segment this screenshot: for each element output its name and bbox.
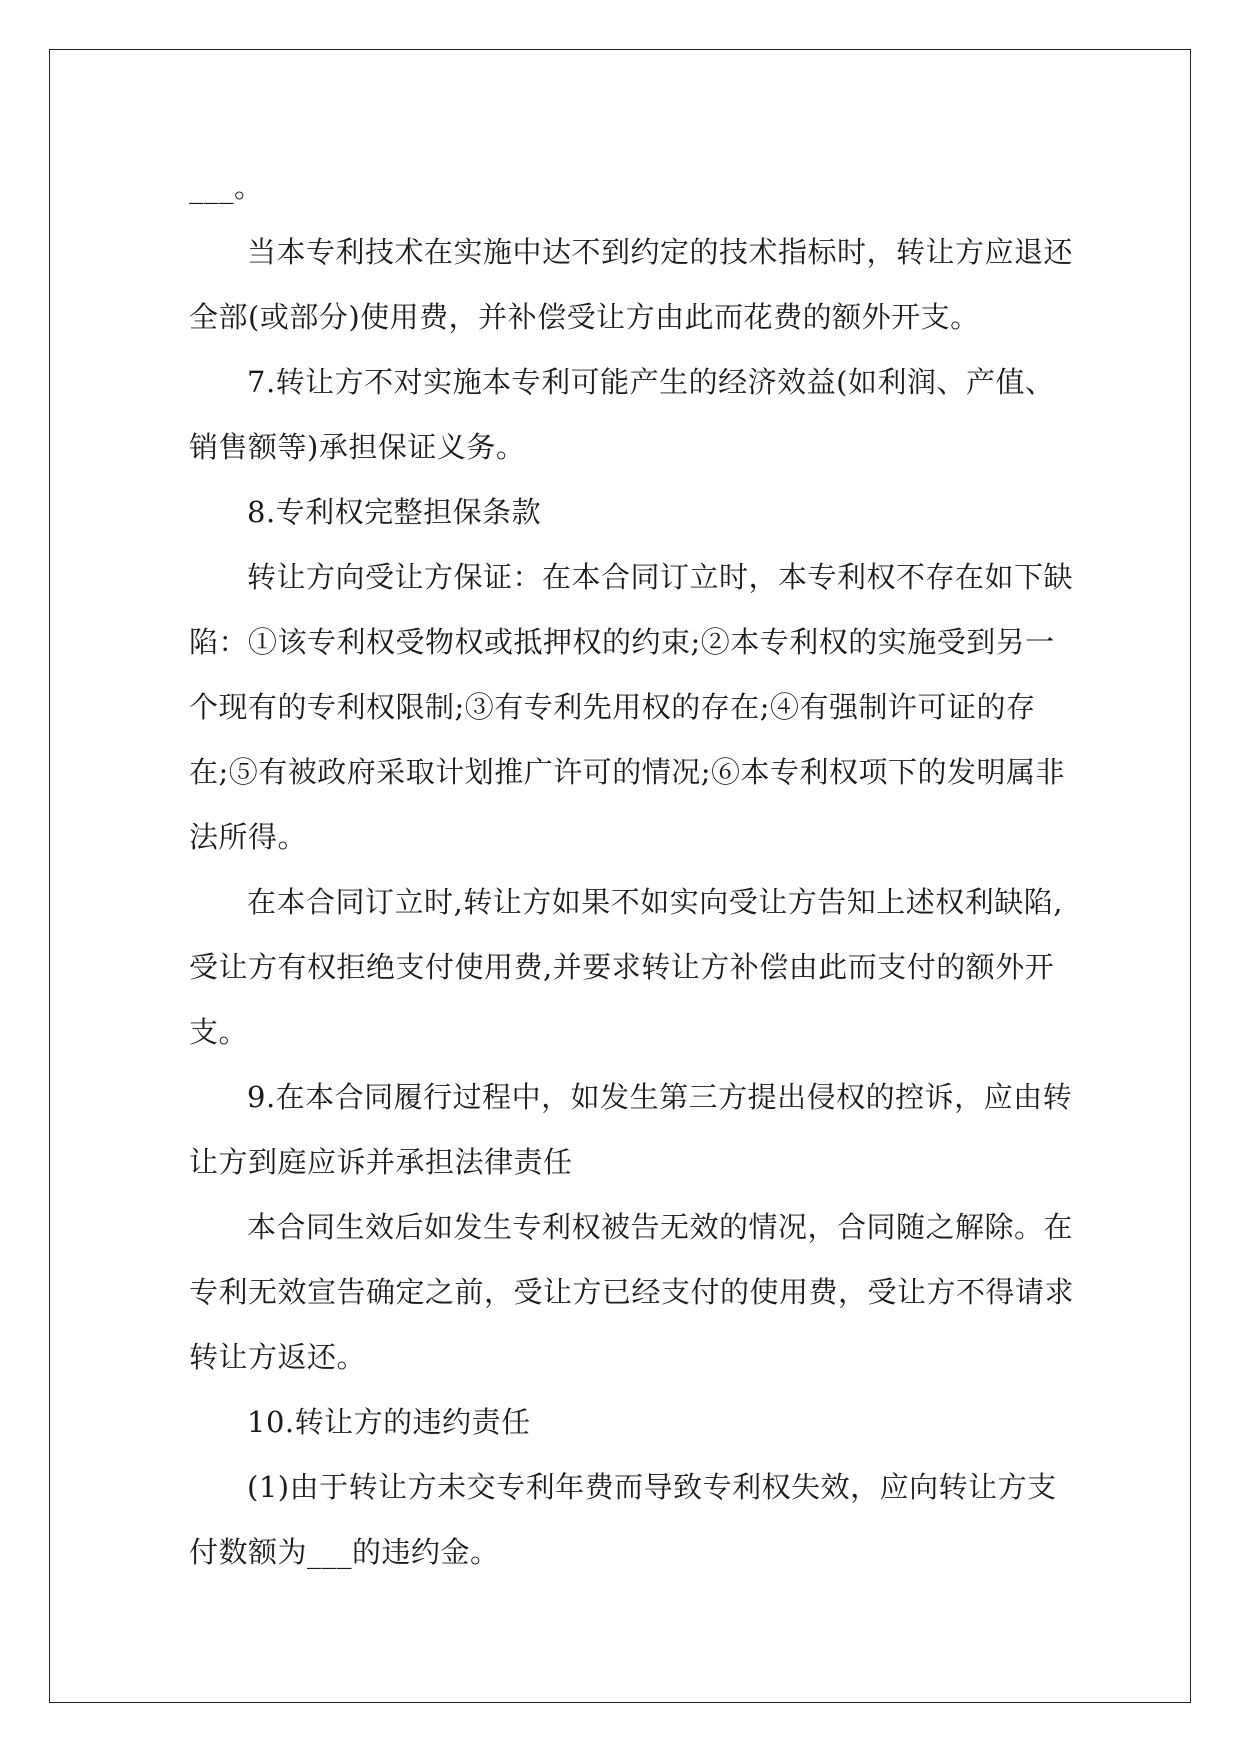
text-line: 专利无效宣告确定之前，受让方已经支付的使用费，受让方不得请求 [189,1275,1075,1309]
text-line: 7.转让方不对实施本专利可能产生的经济效益(如利润、产值、 [247,365,1055,399]
text-line: 支。 [189,1015,249,1049]
text-line: 转让方返还。 [189,1340,367,1374]
text-line: (1)由于转让方未交专利年费而导致专利权失效，应向转让方支 [247,1470,1057,1504]
text-line: 陷：①该专利权受物权或抵押权的约束;②本专利权的实施受到另一 [189,625,1055,659]
text-line: 全部(或部分)使用费，并补偿受让方由此而花费的额外开支。 [189,300,980,334]
text-line: 当本专利技术在实施中达不到约定的技术指标时，转让方应退还 [247,235,1074,269]
text-line: 受让方有权拒绝支付使用费,并要求转让方补偿由此而支付的额外开 [189,950,1055,984]
text-line: 销售额等)承担保证义务。 [189,430,526,464]
text-line: 让方到庭应诉并承担法律责任 [189,1145,573,1179]
text-line: 本合同生效后如发生专利权被告无效的情况，合同随之解除。在 [247,1210,1074,1244]
text-line: 转让方向受让方保证：在本合同订立时，本专利权不存在如下缺 [247,560,1074,594]
text-line: ___。 [189,170,264,204]
section-heading: 8.专利权完整担保条款 [247,495,542,529]
document-body [189,155,1075,1585]
text-line: 在;⑤有被政府采取计划推广许可的情况;⑥本专利权项下的发明属非 [189,755,1066,789]
text-line: 法所得。 [189,820,308,854]
section-heading: 10.转让方的违约责任 [247,1405,531,1439]
text-line: 9.在本合同履行过程中，如发生第三方提出侵权的控诉，应由转 [247,1080,1073,1114]
text-line: 个现有的专利权限制;③有专利先用权的存在;④有强制许可证的存 [189,690,1036,724]
text-line: 付数额为___的违约金。 [189,1535,500,1569]
text-line: 在本合同订立时,转让方如果不如实向受让方告知上述权利缺陷, [247,885,1063,919]
